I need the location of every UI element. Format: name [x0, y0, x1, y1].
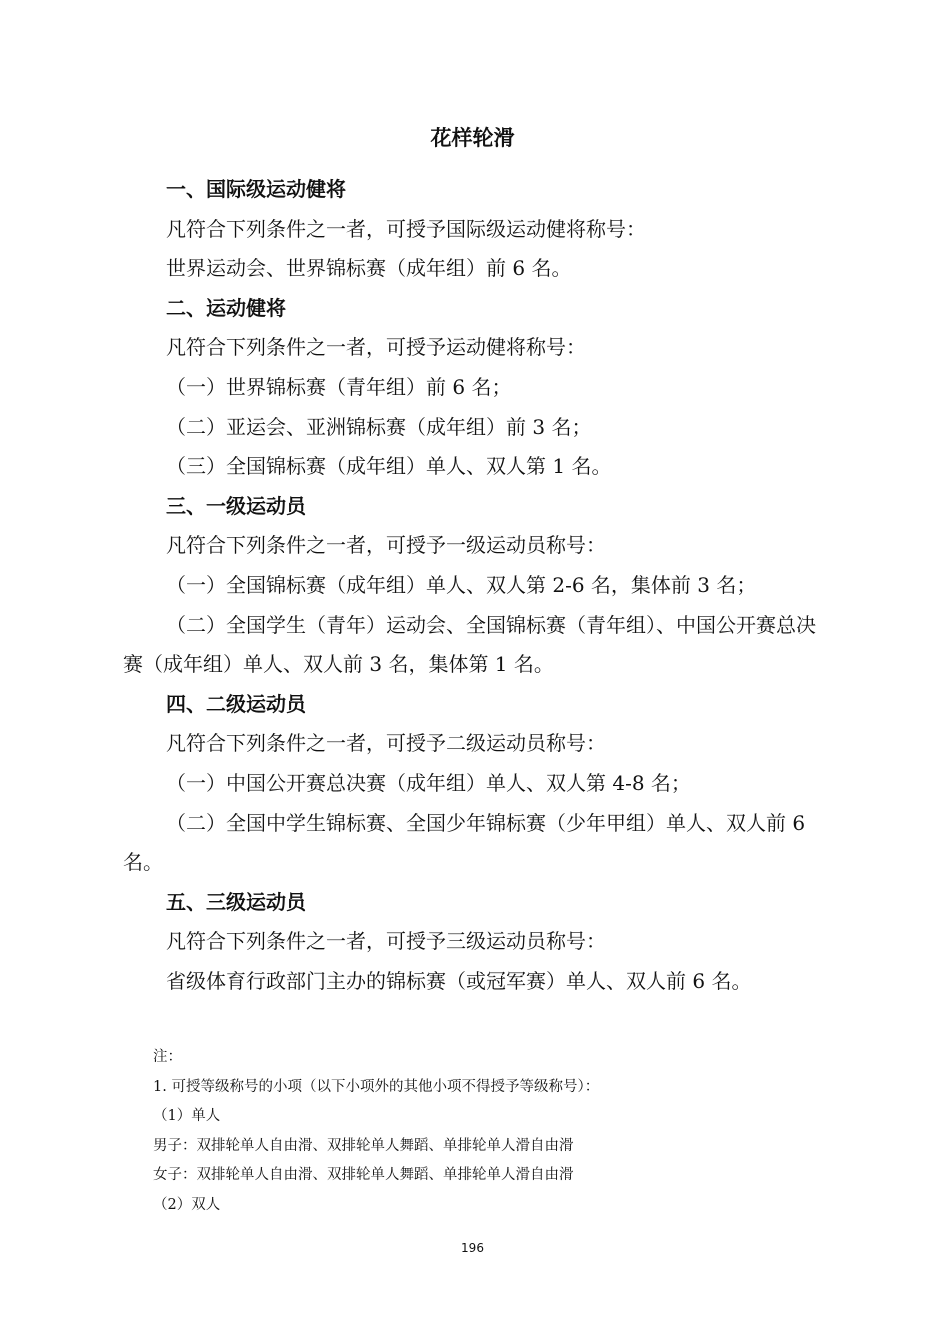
note-line: 1. 可授等级称号的小项（以下小项外的其他小项不得授予等级称号）： [153, 1078, 600, 1095]
section-item: （二）亚运会、亚洲锦标赛（成年组）前 3 名； [166, 414, 592, 439]
section-item: 省级体育行政部门主办的锦标赛（或冠军赛）单人、双人前 6 名。 [166, 968, 752, 993]
note-line: （1）单人 [153, 1108, 221, 1124]
section-item: （一）中国公开赛总决赛（成年组）单人、双人第 4-8 名； [166, 770, 691, 795]
note-line: （2）双人 [153, 1196, 221, 1213]
section-heading: 五、三级运动员 [166, 889, 306, 914]
document-body [123, 170, 825, 1001]
note-line: 女子：双排轮单人自由滑、双排轮单人舞蹈、单排轮单人滑自由滑 [153, 1167, 574, 1183]
page-number: 196 [461, 1241, 484, 1255]
note-line: 男子：双排轮单人自由滑、双排轮单人舞蹈、单排轮单人滑自由滑 [153, 1137, 574, 1154]
section-intro: 凡符合下列条件之一者，可授予运动健将称号： [166, 335, 586, 360]
section-intro: 凡符合下列条件之一者，可授予一级运动员称号： [166, 533, 606, 558]
notes-label: 注： [153, 1049, 182, 1065]
section-item: （二）全国中学生锦标赛、全国少年锦标赛（少年甲组）单人、双人前 6 名。 [123, 810, 806, 875]
notes [153, 1043, 793, 1220]
section-heading: 三、一级运动员 [166, 493, 306, 518]
section-item: （一）世界锦标赛（青年组）前 6 名； [166, 374, 512, 399]
section-heading: 四、二级运动员 [166, 691, 306, 716]
section-item: 世界运动会、世界锦标赛（成年组）前 6 名。 [166, 256, 572, 281]
page-title: 花样轮滑 [430, 126, 515, 150]
section-intro: 凡符合下列条件之一者，可授予二级运动员称号： [166, 731, 606, 756]
section-heading: 一、国际级运动健将 [166, 177, 346, 201]
section-heading: 二、运动健将 [166, 295, 286, 320]
section-intro: 凡符合下列条件之一者，可授予国际级运动健将称号： [166, 216, 646, 241]
section-item: （一）全国锦标赛（成年组）单人、双人第 2-6 名，集体前 3 名； [166, 572, 757, 597]
section-item: （二）全国学生（青年）运动会、全国锦标赛（青年组）、中国公开赛总决赛（成年组）单人、双人前 3 名，集体第 1 名。 [123, 612, 816, 677]
section-item: （三）全国锦标赛（成年组）单人、双人第 1 名。 [166, 454, 612, 479]
section-intro: 凡符合下列条件之一者，可授予三级运动员称号： [166, 929, 606, 954]
